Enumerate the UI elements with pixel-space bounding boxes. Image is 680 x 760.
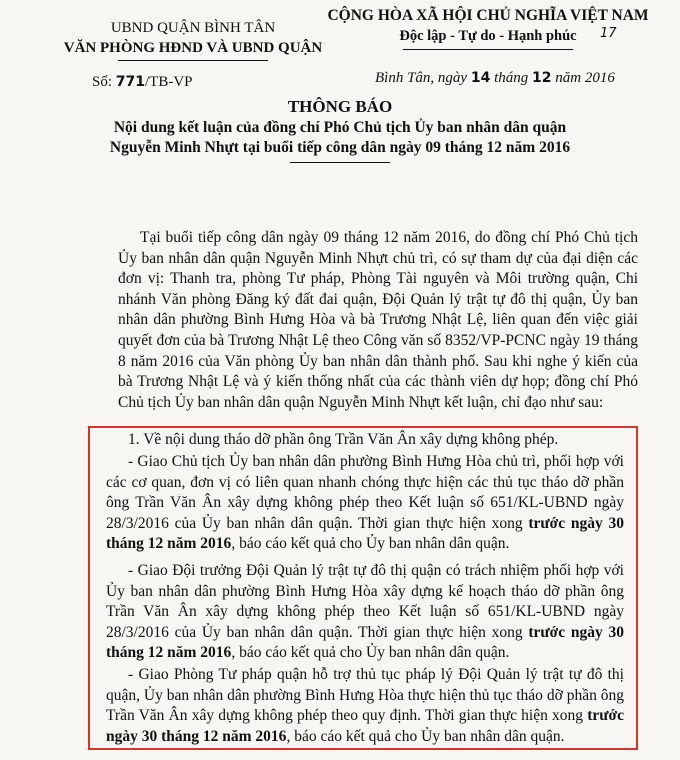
agency-line-2: VĂN PHÒNG HĐND VÀ UBND QUẬN [63, 40, 323, 56]
section-1-item-2 [106, 561, 624, 664]
section-1-item-1 [106, 452, 624, 555]
date-day: 14 [470, 70, 491, 86]
date-month-word: tháng [494, 70, 529, 86]
section-1-item-3 [106, 665, 624, 747]
issuing-agency [58, 18, 328, 61]
doc-no-suffix: /TB-VP [145, 74, 193, 90]
handwritten-mark: 17 [600, 26, 617, 41]
item-1-end: , báo cáo kết quả cho Ủy ban nhân dân quận. [231, 535, 510, 553]
place-date [375, 70, 645, 87]
item-3-text: - Giao Phòng Tư pháp quận hỗ trợ thủ tục pháp lý Đội Quản lý trật tự đô thị quận, Ủy ban nhân dân phường Bình Hưng Hòa thực hiện thủ tục tháo dỡ phần ông Trần Văn Ân xây dựng không phép theo quy định. Thời gian thực hiện xong [106, 666, 624, 725]
date-month: 12 [532, 70, 552, 86]
item-3-end: , báo cáo kết quả cho Ủy ban nhân dân quận. [286, 727, 565, 745]
agency-line-1: UBND QUẬN BÌNH TÂN [110, 20, 276, 36]
item-2-end: , báo cáo kết quả cho Ủy ban nhân dân quận. [231, 644, 510, 662]
title-sub-1: Nội dung kết luận của đồng chí Phó Chủ tịch Ủy ban nhân dân quận [113, 119, 567, 136]
date-place: Bình Tân, ngày [375, 70, 468, 86]
intro-text: Tại buổi tiếp công dân ngày 09 tháng 12 năm 2016, do đồng chí Phó Chủ tịch Ủy ban nhân dân quận Nguyễn Minh Nhựt chủ trì, có sự tham dự của đại diện các đơn vị: Thanh tra, phòng Tư pháp, Phòng Tài nguyên và Môi trường quận, Chi nhánh Văn phòng Đăng ký đất đai quận, Đội Quản lý trật tự đô thị quận, Ủy ban nhân dân phường Bình Hưng Hòa và bà Trương Nhật Lệ, liên quan đến việc giải quyết đơn của bà Trương Nhật Lệ theo Công văn số 8352/VP-PCNC ngày 19 tháng 8 năm 2016 của Văn phòng Ủy ban nhân dân thành phố. Sau khi nghe ý kiến của bà Trương Nhật Lệ và ý kiến thống nhất của các thành viên dự họp; đồng chí Phó Chủ tịch Ủy ban nhân dân quận Nguyễn Minh Nhựt kết luận, chỉ đạo như sau: [118, 229, 638, 411]
item-3-deadline: trước ngày 30 tháng 12 năm 2016 [106, 707, 624, 745]
section-1-heading [106, 430, 624, 451]
document-title [60, 96, 620, 163]
doc-no-handwritten: 771 [115, 74, 145, 90]
title-sub-2: Nguyễn Minh Nhựt tại buổi tiếp công dân ngày 09 tháng 12 năm 2016 [109, 139, 571, 156]
document-number [92, 74, 193, 91]
section-1-heading-text: 1. Về nội dung tháo dỡ phần ông Trần Văn Ân xây dựng không phép. [128, 431, 559, 448]
nation-line-2: Độc lập - Tự do - Hạnh phúc [399, 28, 577, 44]
item-1-text: - Giao Chủ tịch Ủy ban nhân dân phường Bình Hưng Hòa chủ trì, phối hợp với các cơ quan, đơn vị có liên quan nhanh chóng thực hiện các thủ tục tháo dỡ phần ông Trần Văn Ân xây dựng không phép theo Kết luận số 651/KL-UBND ngày 28/3/2016 của Ủy ban nhân dân quận. Thời gian thực hiện xong [106, 453, 624, 532]
item-2-deadline: trước ngày 30 tháng 12 năm 2016 [106, 623, 624, 662]
motto-underline [403, 49, 573, 50]
title-main: THÔNG BÁO [287, 97, 393, 116]
nation-line-1: CỘNG HÒA XÃ HỘI CHỦ NGHĨA VIỆT NAM [327, 7, 649, 24]
agency-underline [118, 60, 268, 61]
item-2-text: - Giao Đội trưởng Đội Quản lý trật tự đô thị quận có trách nhiệm phối hợp với Ủy ban nhân dân phường Bình Hưng Hòa xây dựng kế hoạch tháo dỡ phần ông Trần Văn Ân xây dựng không phép theo Kết luận số 651/KL-UBND ngày 28/3/2016 của Ủy ban nhân dân quận. Thời gian thực hiện xong [106, 562, 624, 641]
date-year: năm 2016 [555, 70, 615, 86]
title-underline [290, 162, 390, 163]
doc-no-prefix: Số: [92, 74, 113, 90]
item-1-deadline: trước ngày 30 tháng 12 năm 2016 [106, 514, 624, 553]
intro-paragraph [118, 228, 638, 413]
